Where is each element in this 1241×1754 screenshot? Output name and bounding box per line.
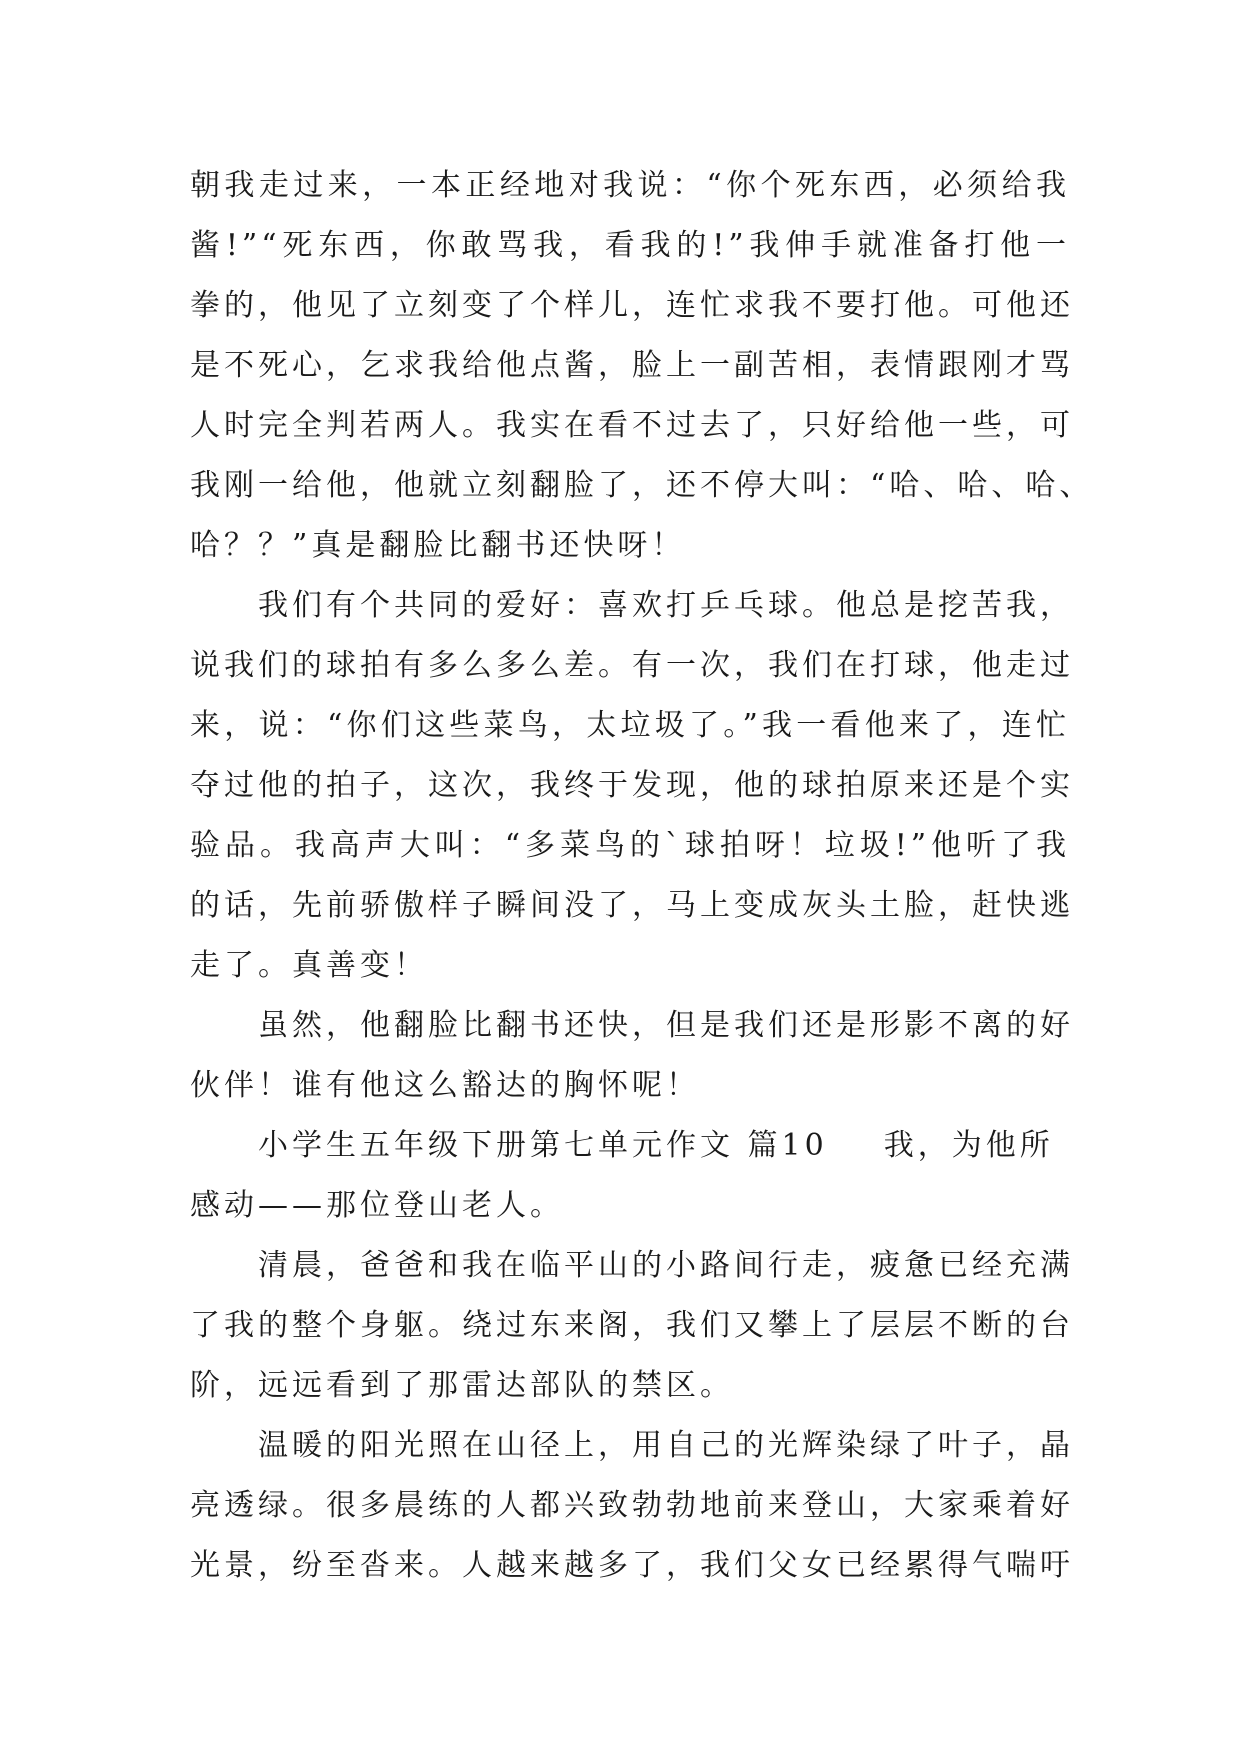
- text-line: 清晨，爸爸和我在临平山的小路间行走，疲惫已经充满: [258, 1248, 1074, 1283]
- section-title-line: [190, 1116, 1070, 1176]
- text-line: 了我的整个身躯。绕过东来阁，我们又攀上了层层不断的台: [190, 1308, 1074, 1343]
- section-title-heading: 小学生五年级下册第七单元作文 篇10: [258, 1128, 828, 1163]
- paragraph-1: [190, 156, 1094, 576]
- paragraph-4: [190, 1236, 1074, 1416]
- text-line: 夺过他的拍子，这次，我终于发现，他的球拍原来还是个实: [190, 768, 1074, 803]
- section-title-line: 感动——那位登山老人。: [190, 1188, 564, 1223]
- text-line: 伙伴！谁有他这么豁达的胸怀呢！: [190, 1068, 700, 1103]
- paragraph-2: [190, 576, 1074, 996]
- section-title: [190, 1116, 1070, 1236]
- text-line: 亮透绿。很多晨练的人都兴致勃勃地前来登山，大家乘着好: [190, 1488, 1074, 1523]
- text-line: 光景，纷至沓来。人越来越多了，我们父女已经累得气喘吁: [190, 1548, 1074, 1583]
- text-line: 温暖的阳光照在山径上，用自己的光辉染绿了叶子，晶: [258, 1428, 1074, 1463]
- paragraph-3: [190, 996, 1074, 1116]
- document-page: [190, 156, 1094, 1596]
- section-title-lead: 我，为他所: [883, 1128, 1054, 1163]
- text-line: 我们有个共同的爱好：喜欢打乒乓球。他总是挖苦我，: [258, 588, 1074, 623]
- text-line: 我刚一给他，他就立刻翻脸了，还不停大叫：“哈、哈、哈、: [190, 468, 1094, 503]
- text-line: 人时完全判若两人。我实在看不过去了，只好给他一些，可: [190, 408, 1074, 443]
- text-line: 阶，远远看到了那雷达部队的禁区。: [190, 1368, 734, 1403]
- text-line: 来，说：“你们这些菜鸟，太垃圾了。”我一看他来了，连忙: [190, 708, 1070, 743]
- text-line: 酱!”“死东西，你敢骂我，看我的!”我伸手就准备打他一: [190, 228, 1070, 263]
- text-line: 走了。真善变！: [190, 948, 428, 983]
- paragraph-5: [190, 1416, 1074, 1596]
- text-line: 朝我走过来，一本正经地对我说：“你个死东西，必须给我: [190, 168, 1070, 203]
- text-line: 的话，先前骄傲样子瞬间没了，马上变成灰头土脸，赶快逃: [190, 888, 1074, 923]
- text-line: 哈？？”真是翻脸比翻书还快呀！: [190, 528, 686, 563]
- text-line: 是不死心，乞求我给他点酱，脸上一副苦相，表情跟刚才骂: [190, 348, 1074, 383]
- text-line: 拳的，他见了立刻变了个样儿，连忙求我不要打他。可他还: [190, 288, 1074, 323]
- text-line: 虽然，他翻脸比翻书还快，但是我们还是形影不离的好: [258, 1008, 1074, 1043]
- text-line: 验品。我高声大叫：“多菜鸟的`球拍呀！垃圾!”他听了我: [190, 828, 1070, 863]
- text-line: 说我们的球拍有多么多么差。有一次，我们在打球，他走过: [190, 648, 1074, 683]
